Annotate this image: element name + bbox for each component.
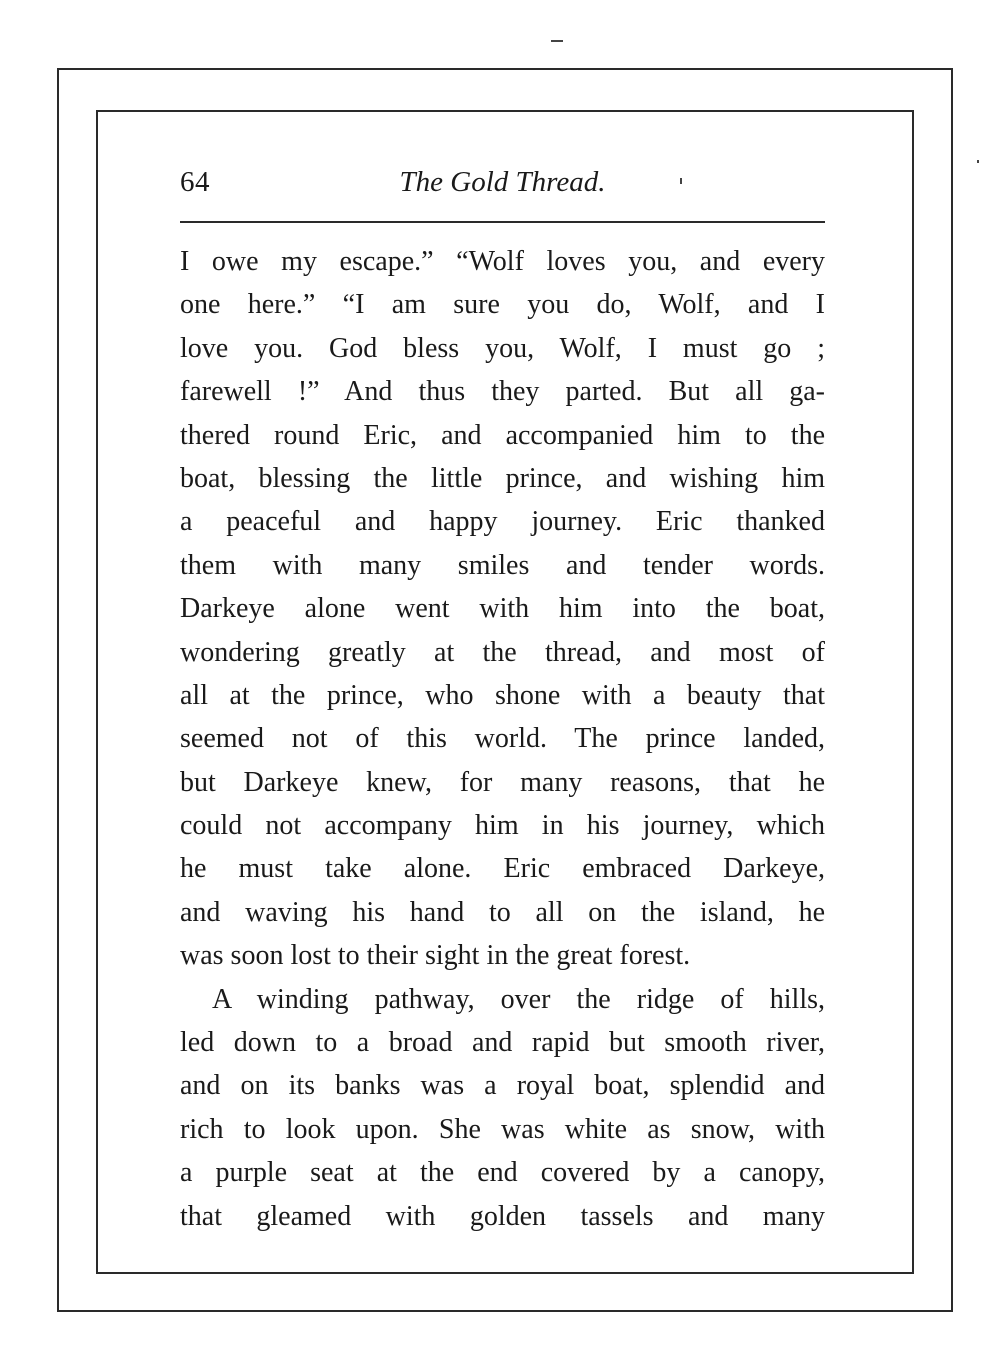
scan-speck (551, 40, 563, 42)
text-line: all at the prince, who shone with a beauty that (180, 679, 825, 711)
text-line: wondering greatly at the thread, and most of (180, 636, 825, 668)
text-line: that gleamed with golden tassels and many (180, 1200, 825, 1232)
text-line: rich to look upon. She was white as snow, with (180, 1113, 825, 1145)
text-line: seemed not of this world. The prince landed, (180, 723, 825, 755)
text-line: could not accompany him in his journey, which (180, 810, 825, 842)
scan-speck (977, 160, 979, 163)
text-line: led down to a broad and rapid but smooth river, (180, 1027, 825, 1059)
text-line: and waving his hand to all on the island, he (180, 896, 825, 928)
text-line: them with many smiles and tender words. (180, 549, 825, 581)
paragraph-2 (180, 978, 825, 1238)
text-line: a purple seat at the end covered by a canopy, (180, 1157, 825, 1189)
text-line: farewell !” And thus they parted. But all ga- (180, 376, 825, 408)
text-line: was soon lost to their sight in the great forest. (180, 940, 691, 972)
text-line: A winding pathway, over the ridge of hills, (212, 983, 825, 1015)
text-line: thered round Eric, and accompanied him to the (180, 419, 825, 451)
body-text (180, 240, 825, 1238)
running-header (180, 160, 825, 212)
page-number: 64 (180, 166, 210, 198)
paragraph-1 (180, 240, 825, 978)
scan-speck (680, 178, 682, 184)
text-line: a peaceful and happy journey. Eric thanked (180, 506, 825, 538)
header-rule (180, 221, 825, 223)
text-line: one here.” “I am sure you do, Wolf, and I (180, 289, 825, 321)
text-line: Darkeye alone went with him into the boat, (180, 593, 825, 625)
running-title: The Gold Thread. (399, 166, 606, 198)
text-line: love you. God bless you, Wolf, I must go ; (180, 332, 825, 364)
text-line: and on its banks was a royal boat, splendid and (180, 1070, 825, 1102)
text-line: he must take alone. Eric embraced Darkeye, (180, 853, 825, 885)
text-line: boat, blessing the little prince, and wishing him (180, 462, 825, 494)
text-line: but Darkeye knew, for many reasons, that he (180, 766, 825, 798)
text-line: I owe my escape.” “Wolf loves you, and every (180, 246, 825, 277)
